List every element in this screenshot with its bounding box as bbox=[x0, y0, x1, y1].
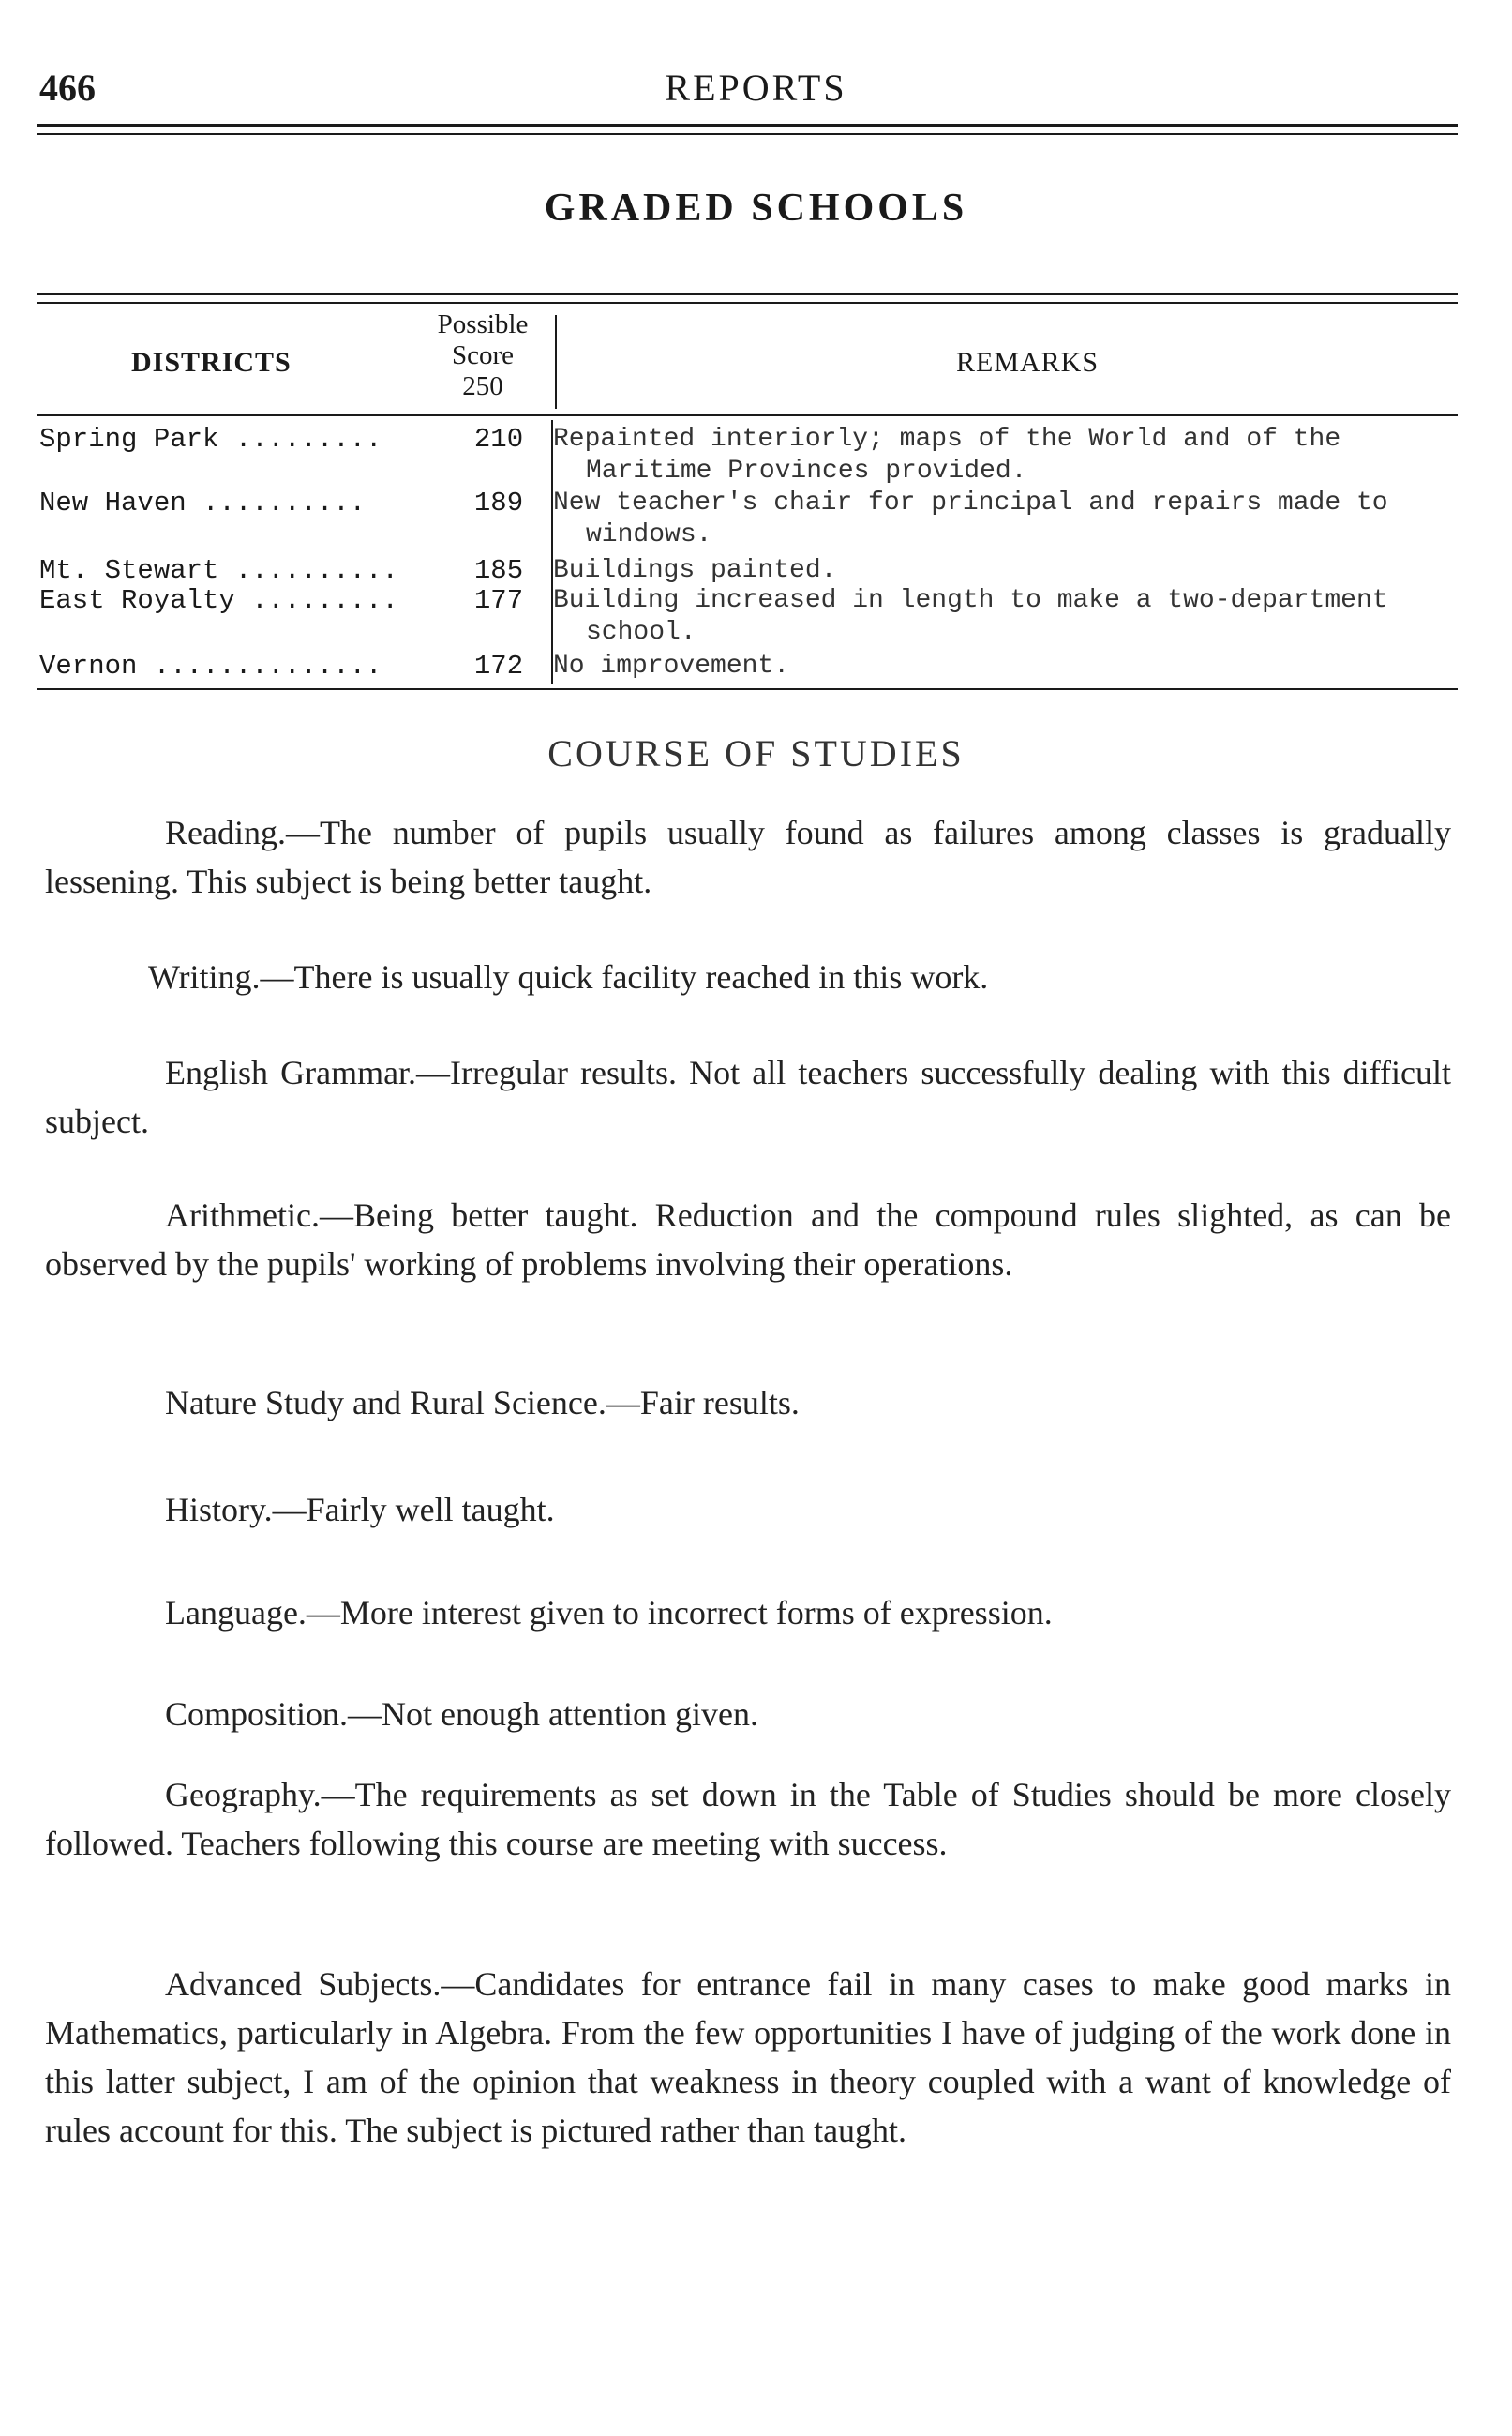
column-header-remarks: REMARKS bbox=[956, 347, 1100, 378]
paragraph-writing: Writing.—There is usually quick facility reached in this work. bbox=[148, 958, 989, 996]
course-of-studies-title: COURSE OF STUDIES bbox=[547, 732, 965, 774]
score-header-line-1: Possible bbox=[437, 309, 529, 339]
column-header-possible-score bbox=[403, 309, 562, 402]
district-score: 189 bbox=[473, 488, 524, 519]
district-score: 177 bbox=[473, 585, 524, 616]
remark-line: No improvement. bbox=[553, 652, 790, 681]
remark-line: Building increased in length to make a two-department bbox=[553, 586, 1388, 615]
graded-schools-title: GRADED SCHOOLS bbox=[544, 187, 968, 230]
paragraph-geography: Geography.—The requirements as set down in the Table of Studies should be more closely followed. Teachers following this course are meeting with success. bbox=[45, 1776, 1451, 1862]
district-name: Spring Park ......... bbox=[39, 424, 382, 455]
district-name: Vernon .............. bbox=[39, 651, 382, 682]
paragraph-nature-study: Nature Study and Rural Science.—Fair results. bbox=[165, 1384, 800, 1421]
paragraph-history: History.—Fairly well taught. bbox=[165, 1491, 555, 1528]
district-score: 185 bbox=[473, 555, 524, 586]
district-name: East Royalty ......... bbox=[39, 585, 398, 616]
remark-line: Maritime Provinces provided. bbox=[586, 457, 1027, 486]
remark-line: windows. bbox=[586, 520, 712, 549]
district-remark bbox=[553, 585, 1476, 649]
district-remark bbox=[553, 488, 1476, 551]
district-name: New Haven .......... bbox=[39, 488, 367, 519]
page-number: 466 bbox=[39, 67, 96, 109]
table-rule-top-2 bbox=[37, 302, 1458, 304]
remark-line: Repainted interiorly; maps of the World and of the bbox=[553, 425, 1341, 454]
district-remark bbox=[553, 555, 1476, 587]
header-rule-bottom bbox=[37, 133, 1458, 135]
paragraph-advanced-subjects: Advanced Subjects.—Candidates for entrance fail in many cases to make good marks in Mathematics, particularly in Algebra. From the few opportunities I have of judging of the work done in this latter subject, I am of the opinion that weakness in theory coupled with a want of knowledge of rules account for this. The subject is pictured rather than taught. bbox=[45, 1965, 1451, 2149]
table-rule-top bbox=[37, 293, 1458, 295]
district-name: Mt. Stewart .......... bbox=[39, 555, 398, 586]
remark-line: Buildings painted. bbox=[553, 556, 837, 585]
paragraph-composition: Composition.—Not enough attention given. bbox=[165, 1695, 758, 1733]
header-rule-top bbox=[37, 124, 1458, 127]
running-head: REPORTS bbox=[665, 67, 847, 109]
remark-line: New teacher's chair for principal and repairs made to bbox=[553, 489, 1388, 518]
district-remark bbox=[553, 651, 1476, 683]
district-score: 210 bbox=[473, 424, 524, 455]
district-remark bbox=[553, 424, 1476, 488]
table-rule-header bbox=[37, 414, 1458, 416]
score-header-line-3: 250 bbox=[462, 371, 503, 401]
paragraph-arithmetic: Arithmetic.—Being better taught. Reduction and the compound rules slighted, as can be observed by the pupils' working of problems involving their operations. bbox=[45, 1196, 1451, 1283]
paragraph-english-grammar: English Grammar.—Irregular results. Not all teachers successfully dealing with this difficult subject. bbox=[45, 1054, 1451, 1140]
paragraph-language: Language.—More interest given to incorrect forms of expression. bbox=[165, 1594, 1053, 1632]
table-rule-bottom bbox=[37, 688, 1458, 690]
paragraph-reading: Reading.—The number of pupils usually found as failures among classes is gradually lessening. This subject is being better taught. bbox=[45, 814, 1451, 900]
remark-line: school. bbox=[586, 618, 696, 647]
header-divider bbox=[555, 315, 557, 409]
score-header-line-2: Score bbox=[451, 340, 515, 370]
district-score: 172 bbox=[473, 651, 524, 682]
column-header-districts: DISTRICTS bbox=[131, 347, 292, 378]
